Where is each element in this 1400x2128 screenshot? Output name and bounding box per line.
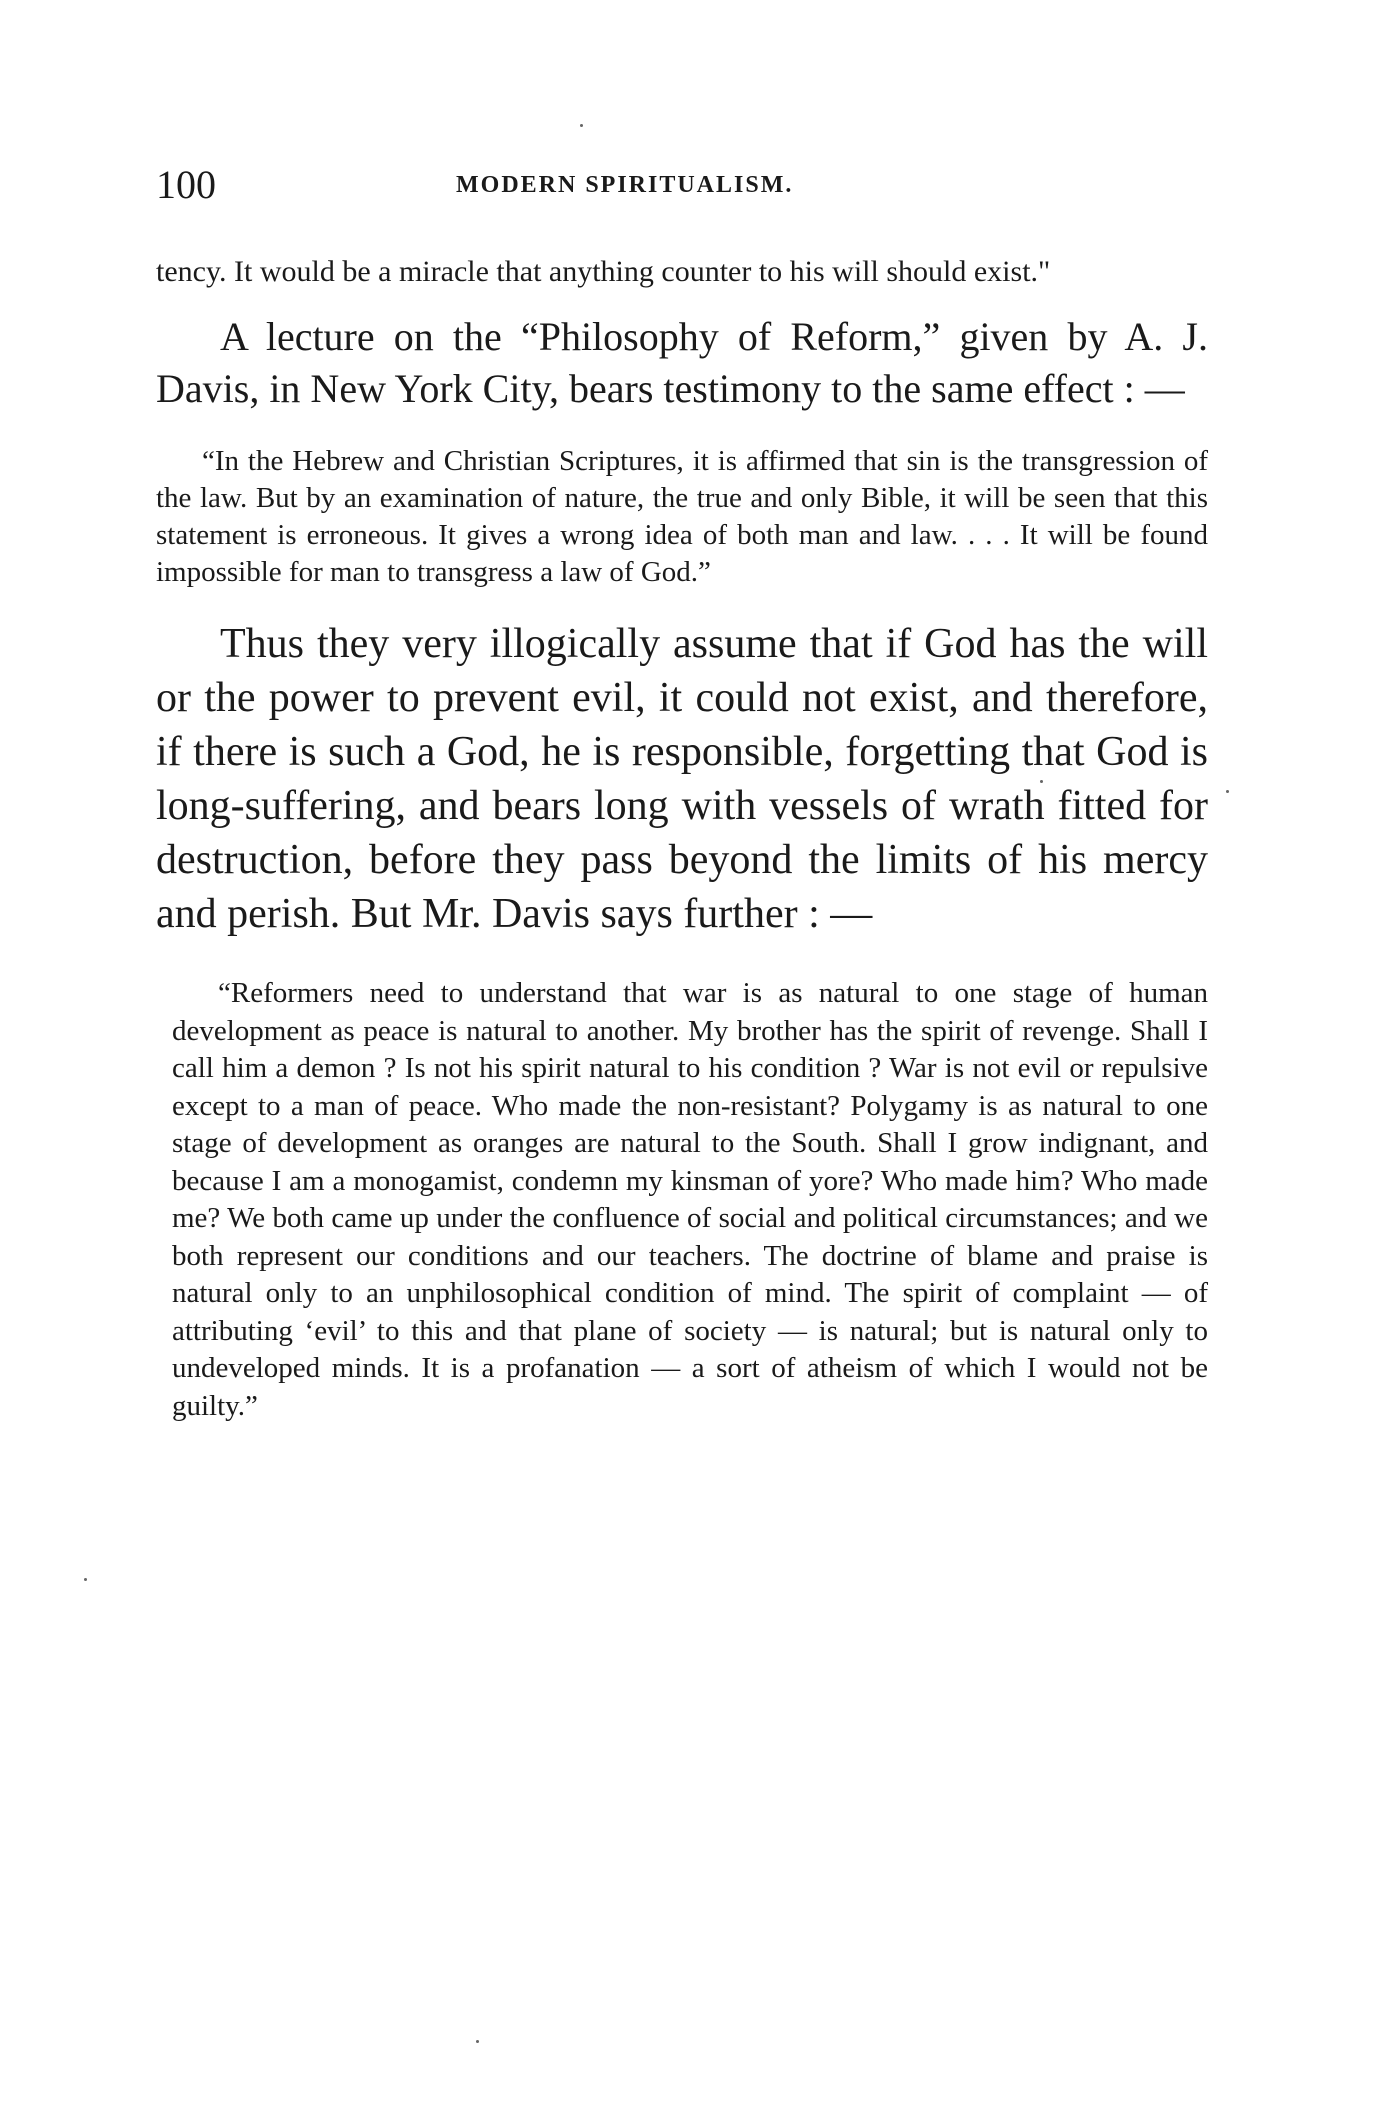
- paper-speck: [1226, 790, 1229, 793]
- paper-speck: [476, 2040, 479, 2043]
- page-header: [156, 162, 1208, 225]
- continuation-paragraph: tency. It would be a miracle that anything counter to his will should exist.": [156, 255, 1051, 288]
- thus-paragraph: Thus they very illogically assume that if God has the will or the power to prevent evil, it could not exist, and therefore, if there is such a God, he is responsible, forgetting that God is long-suffering, and bears long with vessels of wrath fitted for destruction, before they pass beyond the limits of his mercy and perish. But Mr. Davis says further : —: [156, 621, 1208, 937]
- page-number: 100: [156, 162, 216, 207]
- paper-speck: [1040, 780, 1043, 783]
- paper-speck: [580, 124, 583, 127]
- running-head: MODERN SPIRITUALISM.: [456, 172, 794, 198]
- book-page: [156, 162, 1208, 1425]
- paper-speck: [84, 1578, 87, 1581]
- lecture-intro-paragraph: A lecture on the “Philosophy of Reform,” given by A. J. Davis, in New York City, bears testimony to the same effect : —: [156, 314, 1208, 411]
- block-quote-hebrew-scriptures: “In the Hebrew and Christian Scriptures, it is affirmed that sin is the transgression of the law. But by an examination of nature, the true and only Bible, it will be seen that this statement is erroneous. It gives a wrong idea of both man and law. . . . It will be found impossible for man to transgress a law of God.”: [156, 445, 1208, 588]
- block-quote-reformers: “Reformers need to understand that war is as natural to one stage of human development as peace is natural to another. My brother has the spirit of revenge. Shall I call him a demon ? Is not his spirit natural to his condition ? War is not evil or repulsive except to a man of peace. Who made the non-resistant? Polygamy is as natural to one stage of development as oranges are natural to the South. Shall I grow indignant, and because I am a monogamist, condemn my kinsman of yore? Who made him? Who made me? We both came up under the confluence of social and political circumstances; and we both represent our conditions and our teachers. The doctrine of blame and praise is natural only to an unphilosophical condition of mind. The spirit of complaint — of attributing ‘evil’ to this and that plane of society — is natural; but is natural only to undeveloped minds. It is a profanation — a sort of atheism of which I would not be guilty.”: [172, 977, 1208, 1422]
